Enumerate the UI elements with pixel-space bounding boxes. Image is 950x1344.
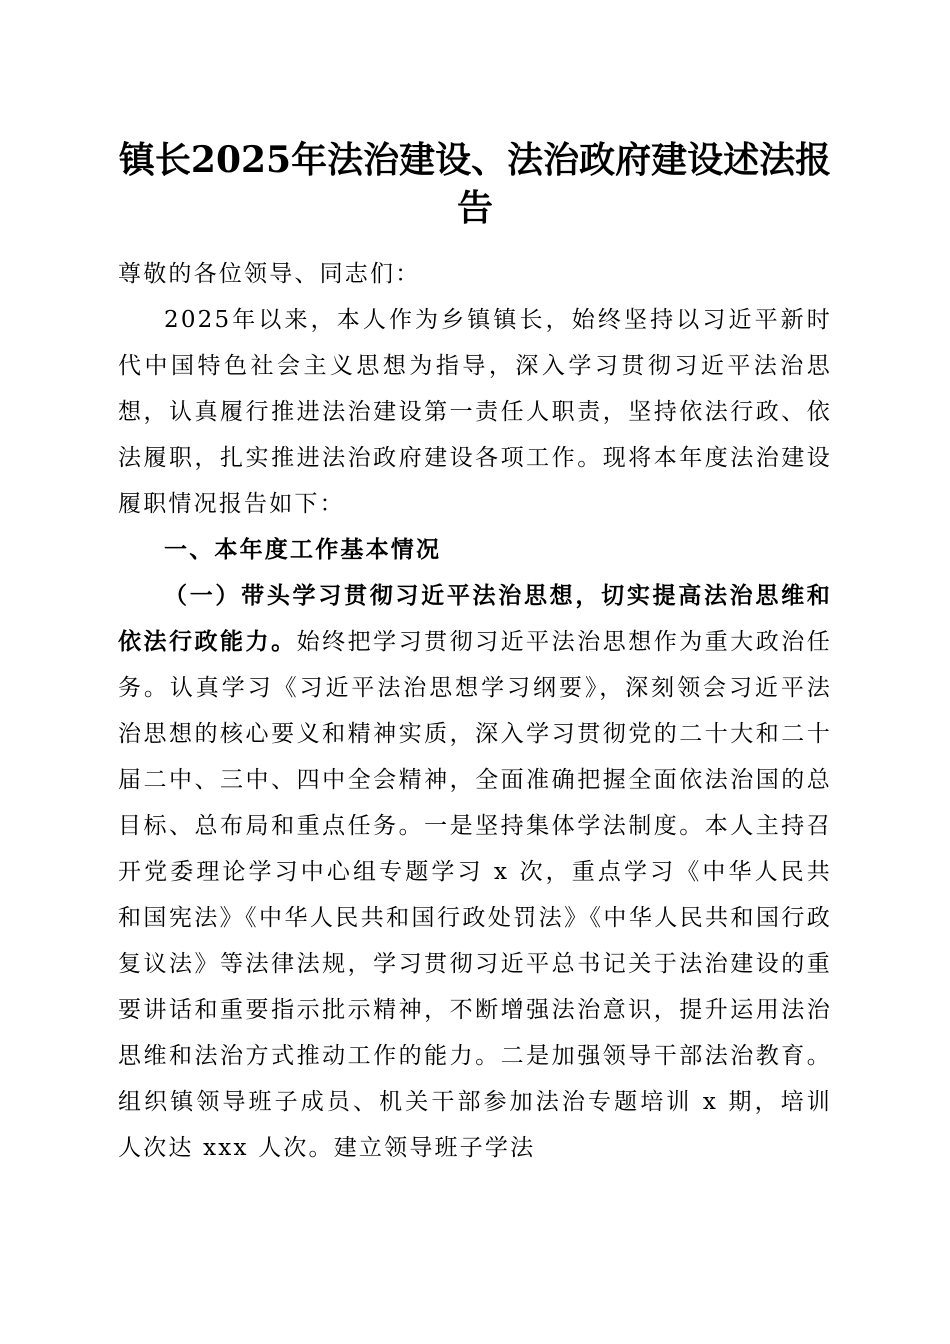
document-title: 镇长2025年法治建设、法治政府建设述法报告 (118, 139, 832, 229)
section-heading: 一、本年度工作基本情况 (164, 537, 442, 563)
salutation: 尊敬的各位领导、同志们： (118, 261, 421, 287)
subsection-lead: （一）带头学习贯彻习近平法治思想，切实提高法治思维和依法行政能力。 (118, 582, 832, 655)
intro-paragraph: 2025年以来，本人作为乡镇镇长，始终坚持以习近平新时代中国特色社会主义思想为指导，深入学习贯彻习近平法治思想，认真履行推进法治建设第一责任人职责，坚持依法行政、依法履职，扎实推进法治政府建设各项工作。现将本年度法治建设履职情况报告如下： (118, 307, 832, 517)
subsection-paragraph (118, 573, 832, 1171)
subsection-body: 始终把学习贯彻习近平法治思想作为重大政治任务。认真学习《习近平法治思想学习纲要》，深刻领会习近平法治思想的核心要义和精神实质，深入学习贯彻党的二十大和二十届二中、三中、四中全会精神，全面准确把握全面依法治国的总目标、总布局和重点任务。一是坚持集体学法制度。本人主持召开党委理论学习中心组专题学习 x 次，重点学习《中华人民共和国宪法》《中华人民共和国行政处罚法》《中华人民共和国行政复议法》等法律法规，学习贯彻习近平总书记关于法治建设的重要讲话和重要指示批示精神，不断增强法治意识，提升运用法治思维和法治方式推动工作的能力。二是加强领导干部法治教育。组织镇领导班子成员、机关干部参加法治专题培训 x 期，培训人次达 xxx 人次。建立领导班子学法 (118, 629, 832, 1161)
document-body (118, 251, 832, 1171)
